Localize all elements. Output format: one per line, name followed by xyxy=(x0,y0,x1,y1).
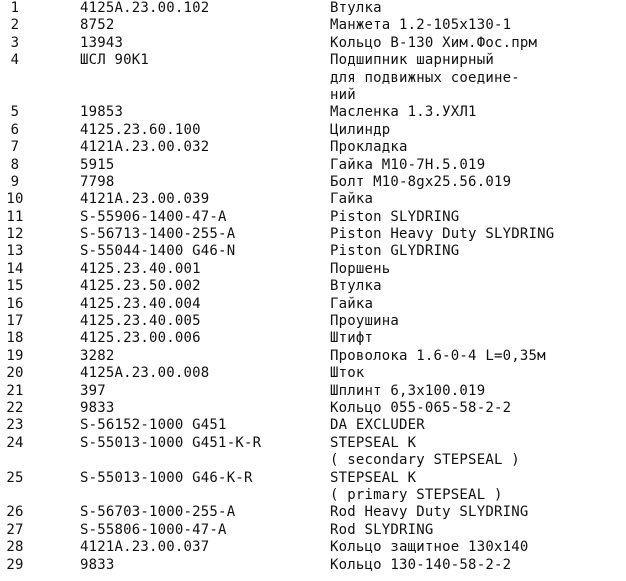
part-description: Поршень xyxy=(330,260,391,277)
parts-list-row xyxy=(0,504,626,521)
part-code: 7798 xyxy=(80,173,115,190)
item-number: 18 xyxy=(6,330,24,347)
item-number: 27 xyxy=(6,521,24,538)
parts-list-row xyxy=(0,278,626,295)
part-code: ШСЛ 90К1 xyxy=(80,52,150,69)
item-number: 6 xyxy=(10,121,20,138)
part-code: 397 xyxy=(80,382,106,399)
part-description: STEPSEAL K xyxy=(330,469,417,486)
part-code: 3282 xyxy=(80,347,115,364)
part-code: S-56152-1000 G451 xyxy=(80,417,227,434)
part-description: ( primary STEPSEAL ) xyxy=(330,486,503,503)
item-number: 20 xyxy=(6,365,24,382)
part-code: S-55013-1000 G46-K-R xyxy=(80,469,253,486)
part-code: 4121A.23.00.037 xyxy=(80,539,210,556)
item-number: 16 xyxy=(6,295,24,312)
parts-list-row xyxy=(0,157,626,174)
parts-list-row xyxy=(0,383,626,400)
parts-list-row xyxy=(0,209,626,226)
item-number: 10 xyxy=(6,191,24,208)
item-number: 22 xyxy=(6,399,24,416)
part-code: 4121A.23.00.039 xyxy=(80,191,210,208)
parts-list-row xyxy=(0,470,626,487)
item-number: 14 xyxy=(6,260,24,277)
item-number: 21 xyxy=(6,382,24,399)
item-number: 26 xyxy=(6,504,24,521)
part-description: Rod Heavy Duty SLYDRING xyxy=(330,504,529,521)
parts-list-row xyxy=(0,70,626,87)
item-number: 11 xyxy=(6,208,24,225)
parts-list-row xyxy=(0,539,626,556)
part-description: Кольцо 130-140-58-2-2 xyxy=(330,556,512,573)
parts-list-row xyxy=(0,365,626,382)
parts-list-row xyxy=(0,243,626,260)
part-code: 9833 xyxy=(80,556,115,573)
part-description: Piston SLYDRING xyxy=(330,208,460,225)
part-code: S-56703-1000-255-A xyxy=(80,504,236,521)
parts-list-row xyxy=(0,174,626,191)
part-code: 9833 xyxy=(80,399,115,416)
part-description: Piston GLYDRING xyxy=(330,243,460,260)
item-number: 13 xyxy=(6,243,24,260)
part-code: S-55044-1400 G46-N xyxy=(80,243,236,260)
item-number: 3 xyxy=(10,34,20,51)
item-number: 28 xyxy=(6,539,24,556)
part-code: 5915 xyxy=(80,156,115,173)
part-description: Проволока 1.6-0-4 L=0,35м xyxy=(330,347,546,364)
part-description: Кольцо защитное 130x140 xyxy=(330,539,529,556)
part-description: для подвижных соедине- xyxy=(330,69,520,86)
part-description: Масленка 1.3.УХЛ1 xyxy=(330,104,477,121)
parts-list-row xyxy=(0,35,626,52)
part-description: Подшипник шарнирный xyxy=(330,52,494,69)
parts-list-row xyxy=(0,452,626,469)
part-code: 4125.23.40.005 xyxy=(80,313,201,330)
item-number: 19 xyxy=(6,347,24,364)
part-code: 4125.23.40.001 xyxy=(80,260,201,277)
parts-list-row xyxy=(0,261,626,278)
item-number: 8 xyxy=(10,156,20,173)
part-description: Штифт xyxy=(330,330,374,347)
part-description: DA EXCLUDER xyxy=(330,417,425,434)
part-code: 4125.23.40.004 xyxy=(80,295,201,312)
part-description: Цилиндр xyxy=(330,121,391,138)
part-description: ний xyxy=(330,86,356,103)
part-code: S-55806-1000-47-A xyxy=(80,521,227,538)
parts-list-row xyxy=(0,435,626,452)
parts-list-row xyxy=(0,87,626,104)
parts-list-row xyxy=(0,417,626,434)
part-code: 4125A.23.00.102 xyxy=(80,0,210,16)
parts-list-row xyxy=(0,0,626,17)
part-description: Гайка xyxy=(330,191,374,208)
item-number: 1 xyxy=(10,0,20,16)
parts-list-row xyxy=(0,104,626,121)
item-number: 24 xyxy=(6,434,24,451)
part-description: ( secondary STEPSEAL ) xyxy=(330,452,520,469)
part-description: Манжета 1.2-105x130-1 xyxy=(330,17,512,34)
part-code: 4125.23.60.100 xyxy=(80,121,201,138)
part-code: S-55906-1400-47-A xyxy=(80,208,227,225)
parts-list-row xyxy=(0,348,626,365)
parts-list-row xyxy=(0,313,626,330)
item-number: 2 xyxy=(10,17,20,34)
part-code: 19853 xyxy=(80,104,124,121)
part-code: 13943 xyxy=(80,34,124,51)
parts-list-row xyxy=(0,191,626,208)
parts-list-row xyxy=(0,17,626,34)
parts-list-row xyxy=(0,557,626,574)
part-code: 4125.23.00.006 xyxy=(80,330,201,347)
part-description: Проушина xyxy=(330,313,400,330)
item-number: 4 xyxy=(10,52,20,69)
parts-list-row xyxy=(0,296,626,313)
part-description: Шплинт 6,3x100.019 xyxy=(330,382,486,399)
item-number: 5 xyxy=(10,104,20,121)
part-description: Болт M10-8gx25.56.019 xyxy=(330,173,512,190)
part-code: 8752 xyxy=(80,17,115,34)
part-description: Кольцо 055-065-58-2-2 xyxy=(330,399,512,416)
item-number: 23 xyxy=(6,417,24,434)
part-description: Гайка xyxy=(330,295,374,312)
part-description: Втулка xyxy=(330,278,382,295)
part-code: 4125.23.50.002 xyxy=(80,278,201,295)
part-description: Piston Heavy Duty SLYDRING xyxy=(330,226,555,243)
item-number: 15 xyxy=(6,278,24,295)
parts-list-row xyxy=(0,226,626,243)
part-description: Гайка M10-7H.5.019 xyxy=(330,156,486,173)
item-number: 29 xyxy=(6,556,24,573)
part-code: 4125A.23.00.008 xyxy=(80,365,210,382)
parts-list-row xyxy=(0,522,626,539)
part-description: Rod SLYDRING xyxy=(330,521,434,538)
parts-list-row xyxy=(0,400,626,417)
item-number: 9 xyxy=(10,173,20,190)
item-number: 25 xyxy=(6,469,24,486)
part-description: Втулка xyxy=(330,0,382,16)
part-code: S-56713-1400-255-A xyxy=(80,226,236,243)
parts-list-row xyxy=(0,330,626,347)
part-description: Кольцо В-130 Хим.Фос.прм xyxy=(330,34,538,51)
item-number: 17 xyxy=(6,313,24,330)
parts-list-row xyxy=(0,487,626,504)
part-description: Прокладка xyxy=(330,139,408,156)
parts-list-row xyxy=(0,122,626,139)
part-code: 4121A.23.00.032 xyxy=(80,139,210,156)
item-number: 7 xyxy=(10,139,20,156)
parts-list-row xyxy=(0,139,626,156)
parts-list-row xyxy=(0,52,626,69)
item-number: 12 xyxy=(6,226,24,243)
part-description: STEPSEAL K xyxy=(330,434,417,451)
part-code: S-55013-1000 G451-K-R xyxy=(80,434,262,451)
part-description: Шток xyxy=(330,365,365,382)
